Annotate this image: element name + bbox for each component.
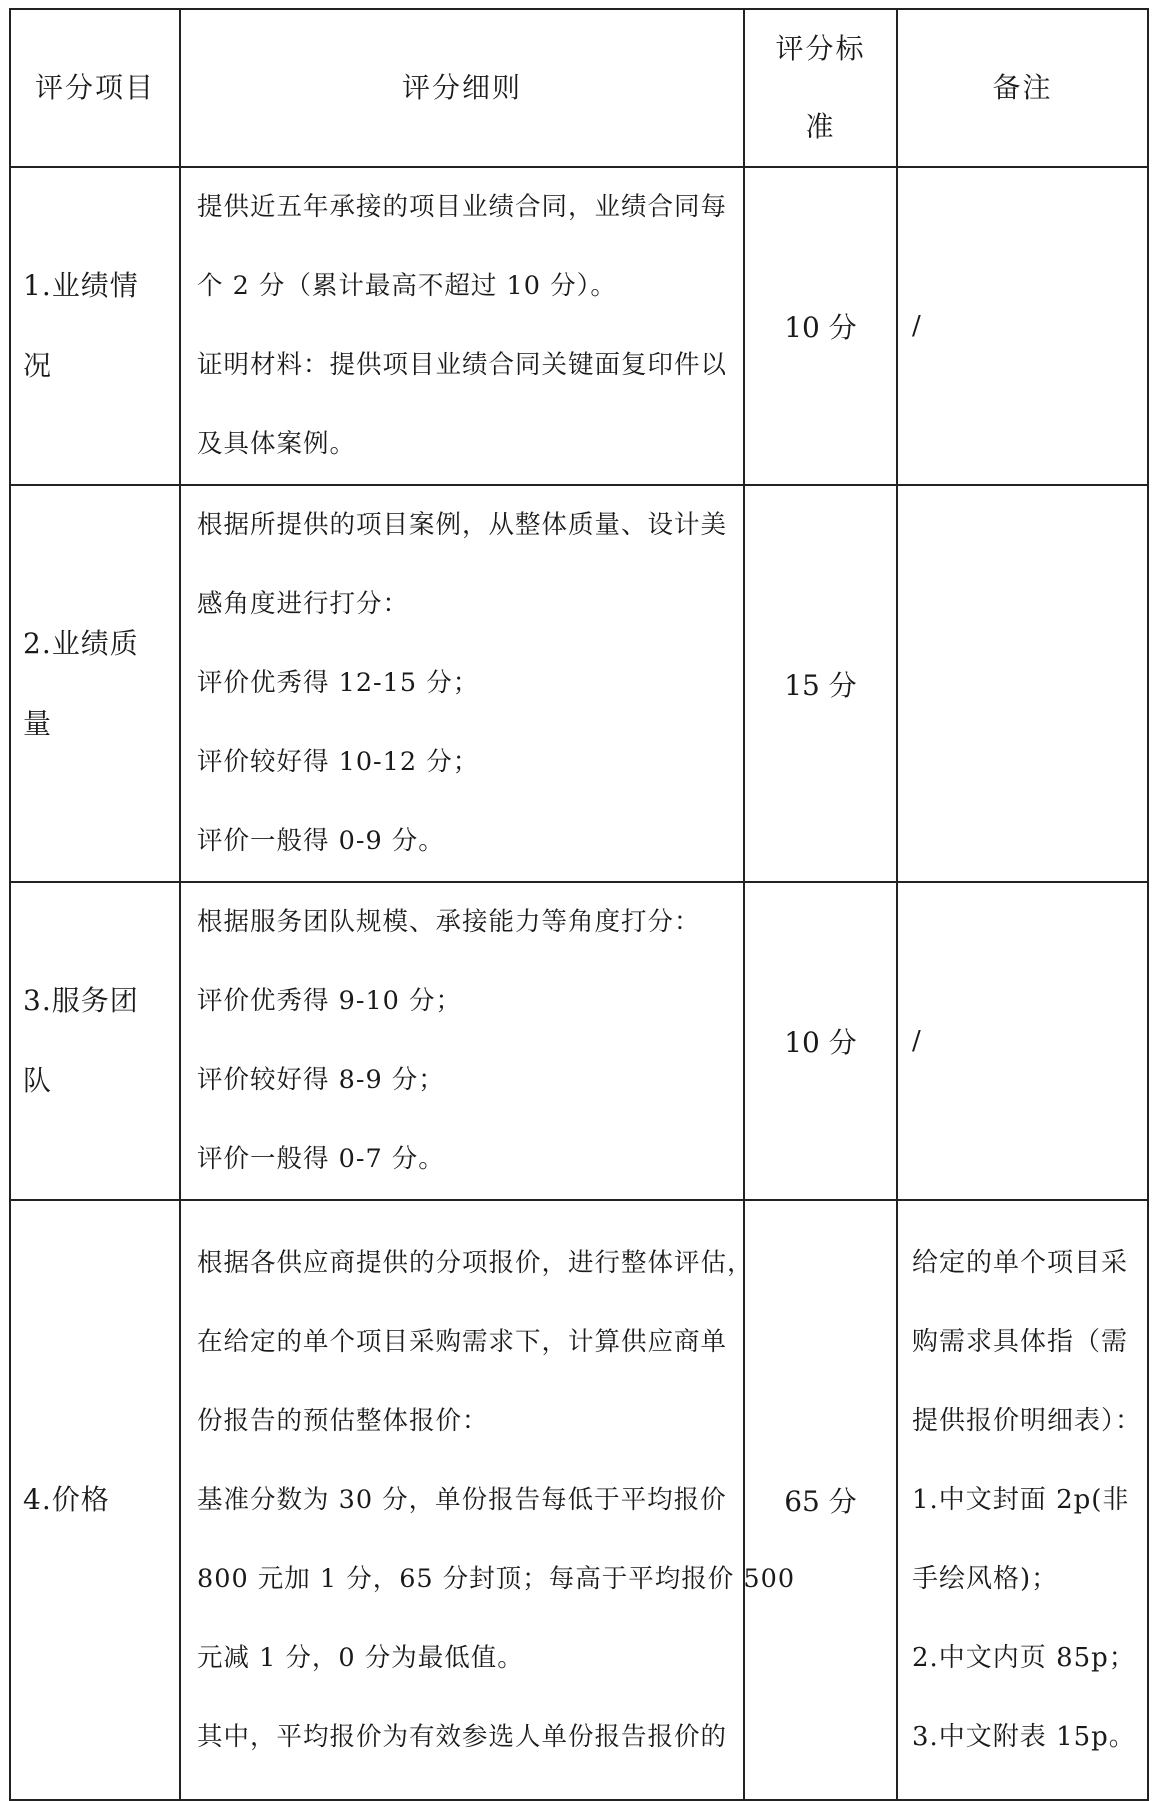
header-row [10, 9, 1148, 167]
row-note-cell [897, 882, 1148, 1200]
row-detail-line: 提供近五年承接的项目业绩合同，业绩合同每 [197, 192, 728, 222]
row-item-cell [10, 485, 180, 882]
header-scoring-standard [744, 9, 897, 167]
table-row [10, 167, 1148, 485]
row-note-line: 2.中文内页 85p； [912, 1642, 1136, 1673]
row-item-line: 量 [23, 706, 53, 740]
row-note-line: 给定的单个项目采 [912, 1247, 1129, 1278]
row-detail-line: 个 2 分（累计最高不超过 10 分）。 [197, 271, 617, 301]
table-row [10, 485, 1148, 882]
row-standard-cell: 65 分 [744, 1200, 897, 1800]
row-note-line: / [912, 1025, 922, 1056]
row-detail-line: 评价一般得 0-9 分。 [197, 826, 445, 856]
row-note-line: 购需求具体指（需 [912, 1326, 1129, 1357]
row-note-cell [897, 1200, 1148, 1800]
row-note-line: 提供报价明细表）： [912, 1405, 1143, 1436]
row-item-line: 4.价格 [23, 1483, 110, 1516]
row-detail-line: 800 元加 1 分，65 分封顶；每高于平均报价 500 [197, 1563, 796, 1594]
row-detail-cell [180, 167, 744, 485]
row-detail-line: 根据服务团队规模、承接能力等角度打分： [197, 907, 701, 937]
row-note-line: 1.中文封面 2p(非 [912, 1484, 1130, 1515]
scoring-table [9, 8, 1149, 1801]
row-detail-line: 评价优秀得 9-10 分； [197, 986, 462, 1016]
row-item-line: 队 [23, 1064, 53, 1097]
row-detail-line: 在给定的单个项目采购需求下，计算供应商单 [197, 1326, 728, 1357]
row-item-cell [10, 882, 180, 1200]
row-detail-line: 评价优秀得 12-15 分； [197, 668, 480, 698]
row-note-line: 3.中文附表 15p。 [912, 1721, 1136, 1752]
row-note-line: 手绘风格)； [912, 1563, 1059, 1594]
row-item-line: 1.业绩情 [23, 269, 139, 302]
row-detail-line: 及具体案例。 [197, 429, 357, 459]
row-detail-line: 份报告的预估整体报价： [197, 1405, 489, 1436]
row-detail-line: 评价较好得 8-9 分； [197, 1065, 445, 1095]
row-detail-line: 根据所提供的项目案例，从整体质量、设计美 [197, 510, 728, 540]
header-label-line: 准 [805, 110, 836, 143]
header-scoring-item [10, 9, 180, 167]
row-detail-line: 其中，平均报价为有效参选人单份报告报价的 [197, 1721, 728, 1752]
header-label: 评分细则 [401, 71, 522, 104]
row-item-line: 2.业绩质 [23, 626, 139, 660]
row-note-cell [897, 485, 1148, 882]
header-label: 评分项目 [34, 71, 155, 104]
row-standard-cell: 10 分 [744, 167, 897, 485]
header-remarks [897, 9, 1148, 167]
row-note-line: / [912, 310, 922, 341]
row-item-line: 3.服务团 [23, 984, 139, 1017]
row-item-line: 况 [23, 349, 53, 382]
table-row [10, 882, 1148, 1200]
row-item-cell [10, 1200, 180, 1800]
row-detail-cell [180, 882, 744, 1200]
header-label-line: 评分标 [775, 32, 866, 65]
row-detail-line: 评价较好得 10-12 分； [197, 747, 480, 777]
row-standard-cell: 15 分 [744, 485, 897, 882]
header-scoring-details [180, 9, 744, 167]
row-note-cell [897, 167, 1148, 485]
row-detail-cell [180, 1200, 796, 1800]
row-detail-cell [180, 485, 744, 882]
table-row [10, 1200, 1148, 1800]
row-standard-cell: 10 分 [744, 882, 897, 1200]
header-label: 备注 [992, 71, 1053, 104]
row-item-cell [10, 167, 180, 485]
row-detail-line: 根据各供应商提供的分项报价，进行整体评估， [197, 1247, 754, 1278]
row-detail-line: 评价一般得 0-7 分。 [197, 1144, 445, 1174]
row-detail-line: 元减 1 分，0 分为最低值。 [197, 1642, 524, 1673]
row-detail-line: 证明材料：提供项目业绩合同关键面复印件以 [197, 350, 728, 380]
row-detail-line: 基准分数为 30 分，单份报告每低于平均报价 [197, 1484, 727, 1515]
row-detail-line: 感角度进行打分： [197, 589, 410, 619]
